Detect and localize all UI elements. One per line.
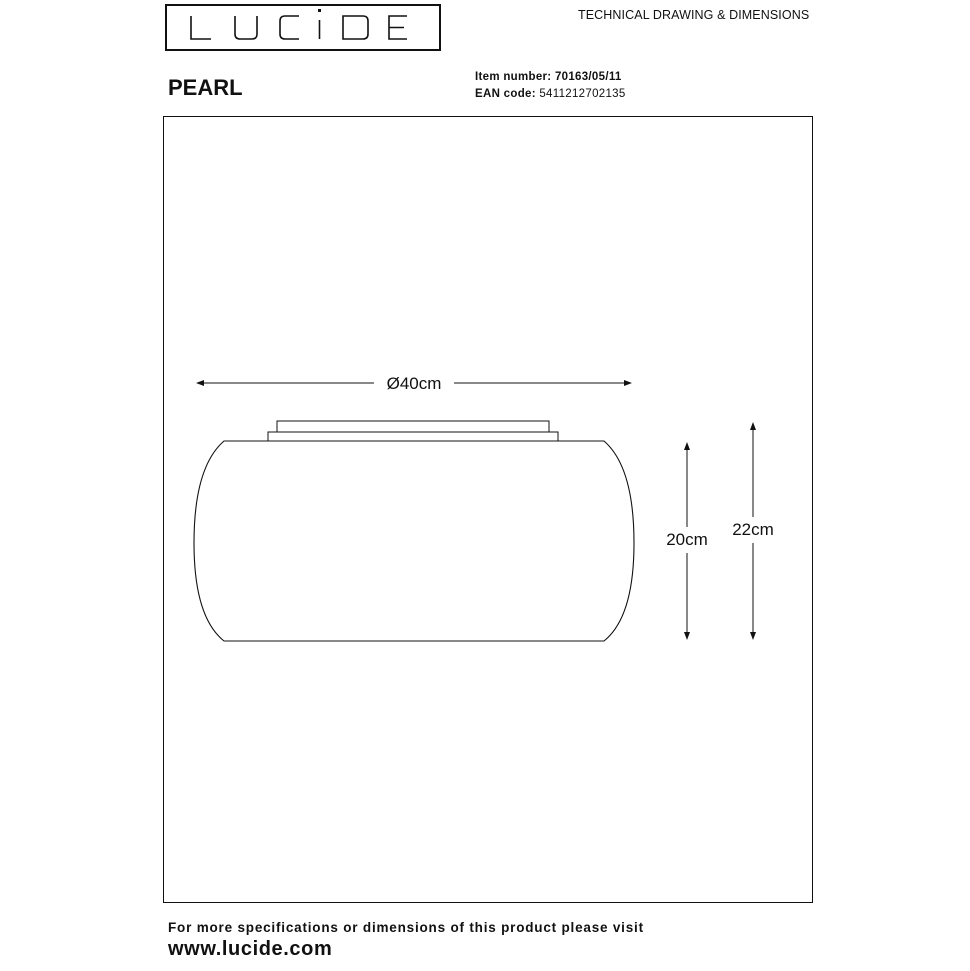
item-number-line [475, 71, 622, 83]
diameter-label: Ø40cm [386, 374, 442, 393]
item-number-value: 70163/05/11 [554, 71, 622, 83]
total-height-dimension [732, 422, 774, 640]
lucide-logo-mark [167, 6, 439, 49]
document-type-label: TECHNICAL DRAWING & DIMENSIONS [578, 8, 810, 22]
diameter-dimension [196, 374, 632, 393]
product-name: PEARL [168, 75, 243, 100]
ean-code-label: EAN code: [475, 88, 536, 100]
ean-code-line [475, 88, 626, 100]
total-height-label: 22cm [732, 520, 774, 539]
footer-note: For more specifications or dimensions of this product please visit [168, 920, 644, 935]
shade-height-dimension [666, 442, 708, 640]
lamp-shade [194, 441, 634, 641]
brand-logo [165, 4, 441, 51]
drawing-frame [163, 116, 813, 903]
shade-height-label: 20cm [666, 530, 708, 549]
ceiling-canopy [268, 421, 558, 441]
item-number-label: Item number: [475, 71, 552, 83]
footer-website-link[interactable]: www.lucide.com [168, 938, 333, 960]
ean-code-value: 5411212702135 [539, 88, 626, 100]
technical-drawing [164, 117, 812, 902]
